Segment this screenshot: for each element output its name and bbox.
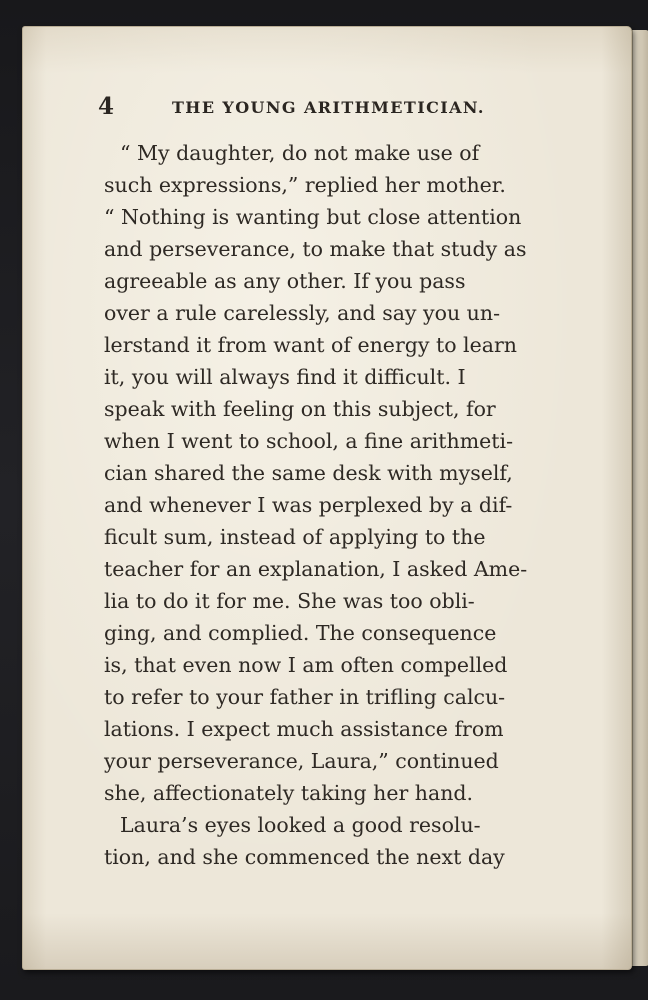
text-line: to refer to your father in trifling calcu-	[104, 685, 506, 709]
running-title: THE YOUNG ARITHMETICIAN.	[172, 98, 485, 117]
text-line: is, that even now I am often compelled	[104, 653, 508, 677]
text-line: lia to do it for me. She was too obli-	[104, 589, 475, 613]
text-line: ging, and complied. The consequence	[104, 621, 497, 645]
text-line: and whenever I was perplexed by a dif-	[104, 493, 513, 517]
text-line: tion, and she commenced the next day	[104, 845, 505, 869]
text-line: and perseverance, to make that study as	[104, 237, 527, 261]
adjacent-page-edge	[632, 30, 648, 966]
text-line: “ My daughter, do not make use of	[120, 141, 480, 165]
text-line: it, you will always find it difficult. I	[104, 365, 466, 389]
text-line: cian shared the same desk with myself,	[104, 461, 513, 485]
text-line: speak with feeling on this subject, for	[104, 397, 496, 421]
text-line: your perseverance, Laura,” continued	[104, 749, 499, 773]
text-line: lations. I expect much assistance from	[104, 717, 504, 741]
text-line: over a rule carelessly, and say you un-	[104, 301, 501, 325]
text-line: Laura’s eyes looked a good resolu-	[120, 813, 481, 837]
text-line: ficult sum, instead of applying to the	[104, 525, 486, 549]
page-number: 4	[98, 93, 115, 120]
text-line: “ Nothing is wanting but close attention	[104, 205, 522, 229]
text-line: lerstand it from want of energy to learn	[104, 333, 517, 357]
page-header	[98, 92, 568, 122]
text-line: such expressions,” replied her mother.	[104, 173, 506, 197]
text-line: when I went to school, a fine arithmeti-	[104, 429, 513, 453]
text-line: agreeable as any other. If you pass	[104, 269, 466, 293]
text-line: she, affectionately taking her hand.	[104, 781, 474, 805]
text-line: teacher for an explanation, I asked Ame-	[104, 557, 528, 581]
